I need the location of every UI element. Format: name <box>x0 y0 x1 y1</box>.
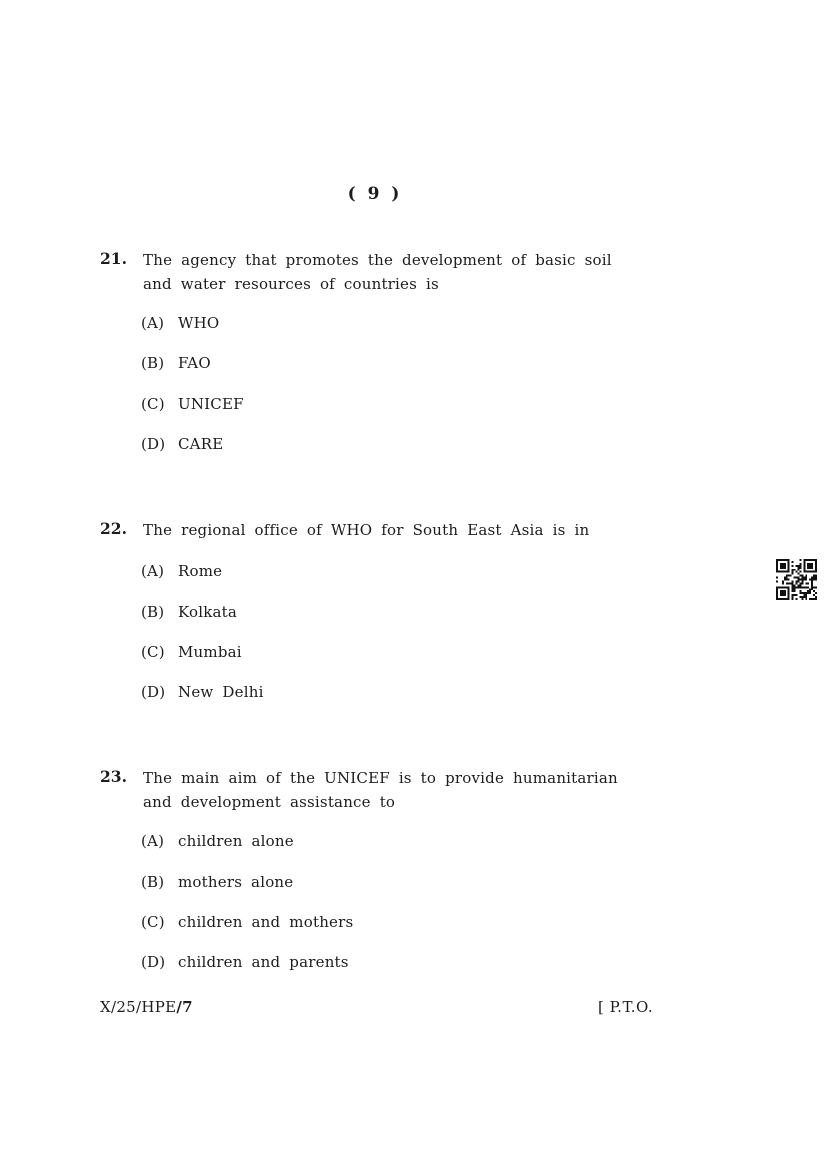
option-label: (A) <box>141 562 165 580</box>
question-23-number: 23. <box>100 767 127 786</box>
question-23-text <box>143 767 630 814</box>
question-23-option-c <box>141 913 353 931</box>
option-label: (D) <box>141 683 166 701</box>
question-23-option-d <box>141 953 349 971</box>
question-21-option-c <box>141 395 244 413</box>
option-text: Rome <box>178 562 223 580</box>
option-text: Mumbai <box>178 643 242 661</box>
question-23-line-1: The main aim of the UNICEF is to provide humanitarian <box>143 769 618 787</box>
question-21-option-a <box>141 314 219 332</box>
question-22-option-b <box>141 603 237 621</box>
option-label: (D) <box>141 435 166 453</box>
option-text: New Delhi <box>178 683 264 701</box>
option-text: FAO <box>178 354 211 372</box>
question-22-option-d <box>141 683 264 701</box>
qr-code-icon <box>776 559 817 600</box>
option-label: (A) <box>141 314 165 332</box>
question-22-option-a <box>141 562 222 580</box>
question-22-line-1: The regional office of WHO for South East Asia is in <box>143 521 590 539</box>
footer-paper-code-regular: X/25/HPE <box>100 998 177 1016</box>
question-21-line-1: The agency that promotes the development of basic soil <box>143 251 612 269</box>
option-label: (C) <box>141 395 165 413</box>
question-22-text <box>143 519 630 543</box>
option-text: children and mothers <box>178 913 354 931</box>
question-21 <box>100 249 630 296</box>
option-label: (C) <box>141 913 165 931</box>
option-text: children and parents <box>178 953 349 971</box>
option-text: UNICEF <box>178 395 244 413</box>
option-label: (B) <box>141 873 165 891</box>
question-22-option-c <box>141 643 242 661</box>
page-number: ( 9 ) <box>347 184 403 204</box>
question-23 <box>100 767 630 814</box>
question-21-option-d <box>141 435 223 453</box>
option-text: Kolkata <box>178 603 238 621</box>
option-label: (B) <box>141 603 165 621</box>
question-21-text <box>143 249 630 296</box>
option-text: children alone <box>178 832 294 850</box>
question-23-option-b <box>141 873 293 891</box>
option-text: mothers alone <box>178 873 294 891</box>
option-label: (C) <box>141 643 165 661</box>
question-21-line-2: and water resources of countries is <box>143 274 439 293</box>
question-22-number: 22. <box>100 519 127 538</box>
question-21-option-b <box>141 354 211 372</box>
option-label: (D) <box>141 953 166 971</box>
footer-paper-code <box>100 998 193 1016</box>
option-label: (A) <box>141 832 165 850</box>
question-22 <box>100 519 630 543</box>
question-23-option-a <box>141 832 294 850</box>
question-23-line-2: and development assistance to <box>143 792 396 811</box>
option-text: CARE <box>178 435 224 453</box>
question-21-number: 21. <box>100 249 127 268</box>
footer-paper-code-bold: /7 <box>176 998 193 1016</box>
option-label: (B) <box>141 354 165 372</box>
footer-pto-label: [ P.T.O. <box>598 998 654 1016</box>
option-text: WHO <box>178 314 220 332</box>
